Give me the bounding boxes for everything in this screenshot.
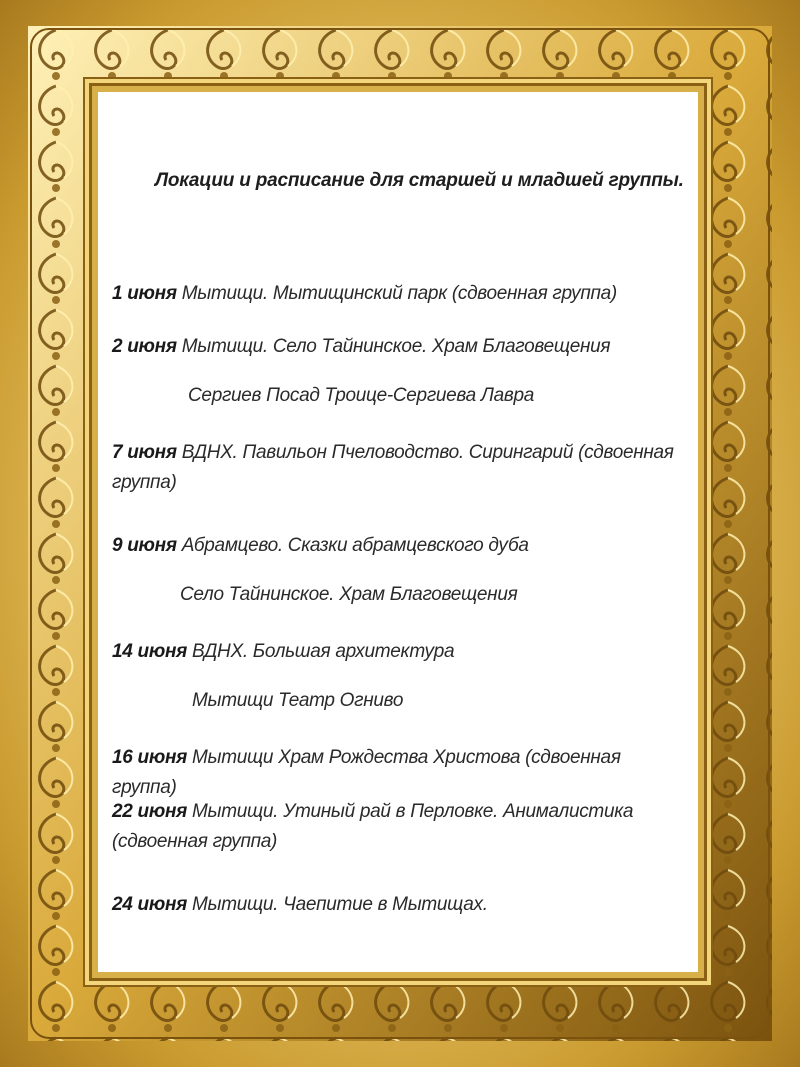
schedule-text: Мытищи Храм Рождества Христова (сдвоенная группа) bbox=[112, 747, 621, 798]
schedule-date: 16 июня bbox=[112, 747, 188, 768]
schedule-text: ВДНХ. Большая архитектура bbox=[192, 641, 455, 662]
schedule-date: 7 июня bbox=[112, 442, 177, 463]
schedule-item bbox=[112, 890, 690, 920]
schedule-item bbox=[112, 531, 690, 561]
schedule-date: 9 июня bbox=[112, 535, 177, 556]
schedule-text: Мытищи. Мытищинский парк (сдвоенная группа) bbox=[181, 283, 617, 304]
schedule-sub-item: Село Тайнинское. Храм Благовещения bbox=[180, 584, 518, 605]
schedule-text: Мытищи. Село Тайнинское. Храм Благовещения bbox=[181, 336, 611, 357]
schedule-text: Мытищи. Утиный рай в Перловке. Анималистика (сдвоенная группа) bbox=[112, 801, 634, 852]
schedule-sub-item: Сергиев Посад Троице-Сергиева Лавра bbox=[188, 385, 535, 406]
schedule-text: Абрамцево. Сказки абрамцевского дуба bbox=[181, 535, 529, 556]
schedule-item bbox=[112, 438, 690, 498]
schedule-text: ВДНХ. Павильон Пчеловодство. Сирингарий (сдвоенная группа) bbox=[112, 442, 674, 493]
schedule-sub-item: Мытищи Театр Огниво bbox=[192, 690, 404, 711]
schedule-item bbox=[112, 797, 690, 857]
schedule-date: 14 июня bbox=[112, 641, 188, 662]
schedule-item bbox=[112, 637, 690, 667]
schedule-item bbox=[112, 332, 690, 362]
schedule-item bbox=[112, 279, 690, 309]
page-title: Локации и расписание для старшей и младшей группы. bbox=[155, 170, 684, 191]
schedule-date: 2 июня bbox=[112, 336, 177, 357]
schedule-date: 22 июня bbox=[112, 801, 188, 822]
schedule-date: 1 июня bbox=[112, 283, 177, 304]
schedule-text: Мытищи. Чаепитие в Мытищах. bbox=[192, 894, 488, 915]
schedule-item bbox=[112, 743, 690, 803]
schedule-date: 24 июня bbox=[112, 894, 188, 915]
